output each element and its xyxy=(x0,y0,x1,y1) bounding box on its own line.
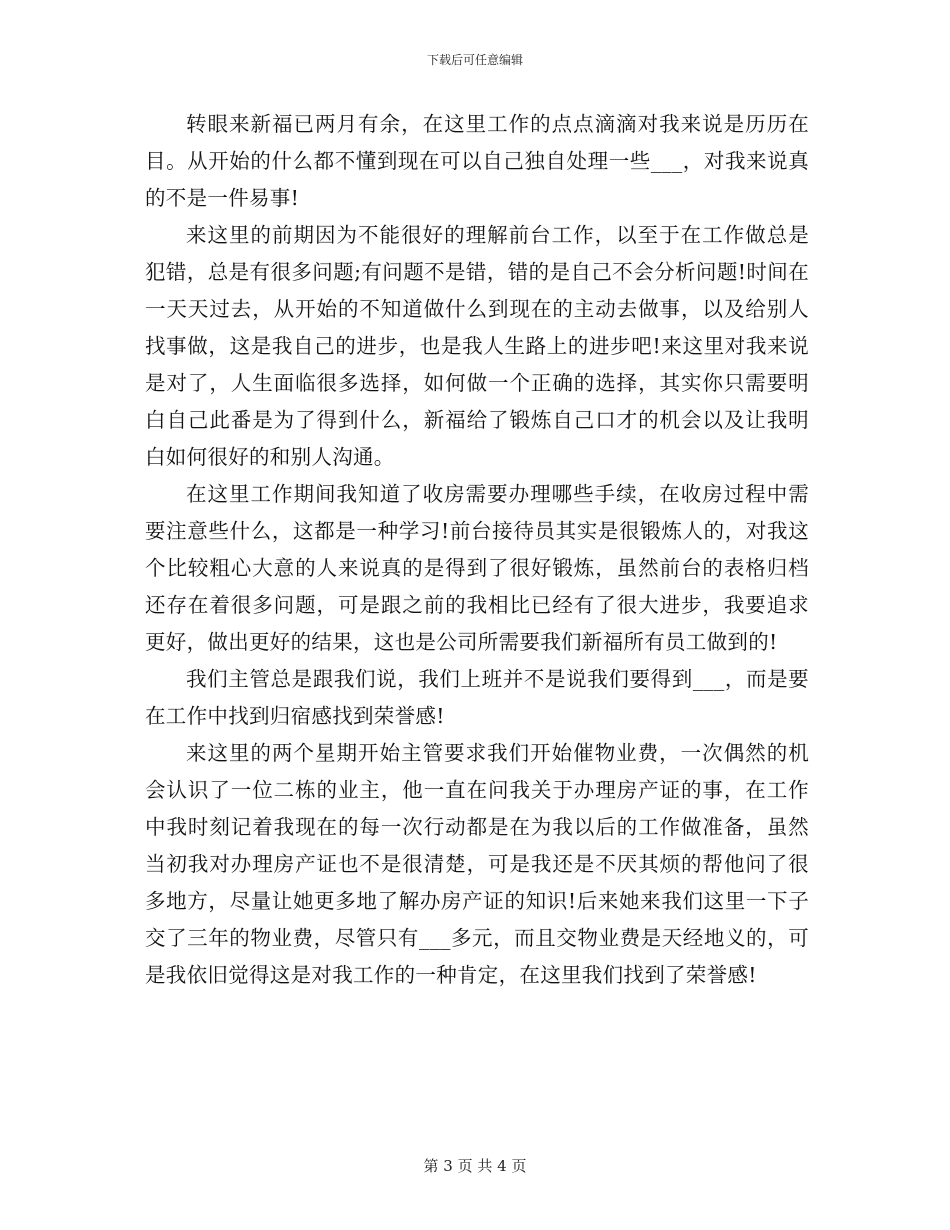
page-header: 下载后可任意编辑 xyxy=(426,53,523,67)
paragraph-4: 我们主管总是跟我们说，我们上班并不是说我们要得到___，而是要在工作中找到归宿感找到荣誉感! xyxy=(145,667,809,728)
paragraph-1: 转眼来新福已两月有余，在这里工作的点点滴滴对我来说是历历在目。从开始的什么都不懂到现在可以自己独自处理一些___，对我来说真的不是一件易事! xyxy=(145,112,809,210)
paragraph-5: 来这里的两个星期开始主管要求我们开始催物业费，一次偶然的机会认识了一位二栋的业主，他一直在问我关于办理房产证的事，在工作中我时刻记着我现在的每一次行动都是在为我以后的工作做准备，虽然当初我对办理房产证也不是很清楚，可是我还是不厌其烦的帮他问了很多地方，尽量让她更多地了解办房产证的知识!后来她来我们这里一下子交了三年的物业费，尽管只有___多元，而且交物业费是天经地义的，可是我依旧觉得这是对我工作的一种肯定，在这里我们找到了荣誉感! xyxy=(145,741,809,987)
paragraph-3: 在这里工作期间我知道了收房需要办理哪些手续，在收房过程中需要注意些什么，这都是一种学习!前台接待员其实是很锻炼人的，对我这个比较粗心大意的人来说真的是得到了很好锻炼，虽然前台的表格归档还存在着很多问题，可是跟之前的我相比已经有了很大进步，我要追求更好，做出更好的结果，这也是公司所需要我们新福所有员工做到的! xyxy=(145,482,809,654)
page-number: 第 3 页 共 4 页 xyxy=(423,1157,527,1175)
paragraph-2: 来这里的前期因为不能很好的理解前台工作，以至于在工作做总是犯错，总是有很多问题;有问题不是错，错的是自己不会分析问题!时间在一天天过去，从开始的不知道做什么到现在的主动去做事，以及给别人找事做，这是我自己的进步，也是我人生路上的进步吧!来这里对我来说是对了，人生面临很多选择，如何做一个正确的选择，其实你只需要明白自己此番是为了得到什么，新福给了锻炼自己口才的机会以及让我明白如何很好的和别人沟通。 xyxy=(145,223,809,469)
document-body xyxy=(145,106,809,994)
